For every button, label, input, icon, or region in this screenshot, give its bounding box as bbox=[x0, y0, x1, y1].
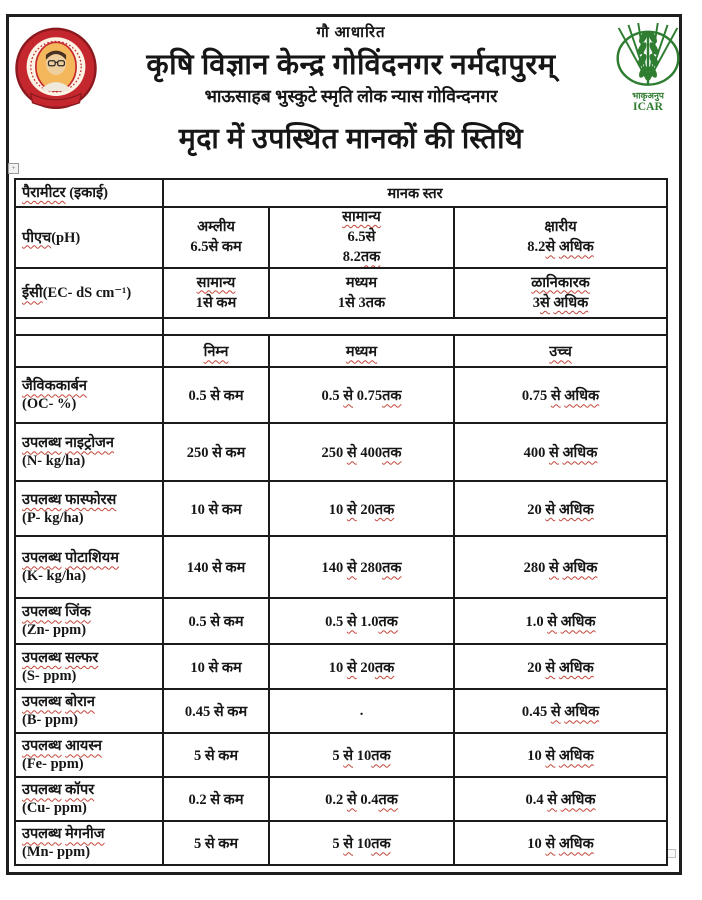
value-medium: 0.5 से 0.75तक bbox=[269, 367, 454, 423]
value-high: 400 से अधिक bbox=[454, 423, 667, 481]
param-name-cell: उपलब्ध पोटाशियम (K- kg/ha) bbox=[15, 536, 163, 598]
param-name-ec: ईसी(EC- dS cm⁻¹) bbox=[15, 268, 163, 318]
separator-cell bbox=[15, 318, 163, 335]
value-low: 10 से कम bbox=[163, 481, 269, 536]
param-name-cell: उपलब्ध फास्फोरस (P- kg/ha) bbox=[15, 481, 163, 536]
table-row bbox=[15, 689, 667, 733]
ec-harmful-cell: ळानिकारक 3से अधिक bbox=[454, 268, 667, 318]
param-name-cell: उपलब्ध मेगनीज (Mn- ppm) bbox=[15, 821, 163, 865]
param-name-cell: उपलब्ध नाइट्रोजन (N- kg/ha) bbox=[15, 423, 163, 481]
value-high: 20 से अधिक bbox=[454, 481, 667, 536]
separator-row bbox=[15, 318, 667, 335]
table-move-handle-icon[interactable]: + bbox=[8, 163, 19, 174]
table-row bbox=[15, 777, 667, 821]
param-header-word: पैरामीटर bbox=[22, 184, 66, 201]
value-high: 1.0 से अधिक bbox=[454, 598, 667, 644]
ph-alkaline-cell: क्षारीय 8.2से अधिक bbox=[454, 207, 667, 268]
value-high: 20 से अधिक bbox=[454, 644, 667, 689]
value-high: 0.4 से अधिक bbox=[454, 777, 667, 821]
top-label: गौ आधारित bbox=[316, 25, 386, 41]
table-row bbox=[15, 367, 667, 423]
table-row bbox=[15, 179, 667, 207]
param-name-cell: जैविककार्बन (OC- %) bbox=[15, 367, 163, 423]
level-high-header: उच्च bbox=[454, 335, 667, 367]
table-row bbox=[15, 268, 667, 318]
table-resize-handle-icon[interactable] bbox=[667, 849, 676, 858]
value-low: 5 से कम bbox=[163, 733, 269, 777]
table-row bbox=[15, 536, 667, 598]
icar-hindi-label: भाकृअनुप bbox=[632, 90, 664, 101]
value-medium: 10 से 20तक bbox=[269, 481, 454, 536]
table-row bbox=[15, 821, 667, 865]
value-medium: 250 से 400तक bbox=[269, 423, 454, 481]
value-high: 10 से अधिक bbox=[454, 821, 667, 865]
value-low: 0.5 से कम bbox=[163, 367, 269, 423]
ec-medium-cell: मध्यम 1से 3तक bbox=[269, 268, 454, 318]
value-medium: 0.5 से 1.0तक bbox=[269, 598, 454, 644]
value-low: 140 से कम bbox=[163, 536, 269, 598]
table-row bbox=[15, 207, 667, 268]
value-medium: 5 से 10तक bbox=[269, 733, 454, 777]
table-row bbox=[15, 598, 667, 644]
org-subtitle: भाऊसाहब भुस्कुटे स्मृति लोक न्यास गोविन्दनगर bbox=[204, 86, 498, 106]
param-name-cell: उपलब्ध आयस्न (Fe- ppm) bbox=[15, 733, 163, 777]
table-row bbox=[15, 733, 667, 777]
value-low: 0.2 से कम bbox=[163, 777, 269, 821]
table-row bbox=[15, 481, 667, 536]
value-medium: 140 से 280तक bbox=[269, 536, 454, 598]
value-medium: 10 से 20तक bbox=[269, 644, 454, 689]
value-high: 10 से अधिक bbox=[454, 733, 667, 777]
ph-acidic-cell: अम्लीय 6.5से कम bbox=[163, 207, 269, 268]
level-low-header: निम्न bbox=[163, 335, 269, 367]
value-medium: 5 से 10तक bbox=[269, 821, 454, 865]
page-title: मृदा में उपस्थित मानकों की स्तिथि bbox=[178, 124, 524, 155]
value-high: 0.45 से अधिक bbox=[454, 689, 667, 733]
param-name-cell: उपलब्ध बोरान (B- ppm) bbox=[15, 689, 163, 733]
ph-normal-cell: सामान्य 6.5से 8.2तक bbox=[269, 207, 454, 268]
value-high: 0.75 से अधिक bbox=[454, 367, 667, 423]
standard-level-header-cell: मानक स्तर bbox=[163, 179, 667, 207]
param-name-ph: पीएच(pH) bbox=[15, 207, 163, 268]
value-medium: . bbox=[269, 689, 454, 733]
param-name-cell: उपलब्ध कॉपर (Cu- ppm) bbox=[15, 777, 163, 821]
separator-cell bbox=[163, 318, 667, 335]
ec-normal-cell: सामान्य 1से कम bbox=[163, 268, 269, 318]
value-medium: 0.2 से 0.4तक bbox=[269, 777, 454, 821]
level-medium-header: मध्यम bbox=[269, 335, 454, 367]
param-name-cell: उपलब्ध सल्फर (S- ppm) bbox=[15, 644, 163, 689]
value-low: 5 से कम bbox=[163, 821, 269, 865]
empty-cell bbox=[15, 335, 163, 367]
table-row bbox=[15, 644, 667, 689]
value-low: 0.45 से कम bbox=[163, 689, 269, 733]
param-header-cell bbox=[15, 179, 163, 207]
value-low: 10 से कम bbox=[163, 644, 269, 689]
param-name-cell: उपलब्ध जिंक (Zn- ppm) bbox=[15, 598, 163, 644]
level-header-row bbox=[15, 335, 667, 367]
org-title: कृषि विज्ञान केन्द्र गोविंदनगर नर्मदापुरम् bbox=[146, 49, 556, 81]
value-low: 250 से कम bbox=[163, 423, 269, 481]
icar-english-label: ICAR bbox=[633, 100, 663, 114]
param-header-unit: (इकाई) bbox=[69, 184, 109, 201]
table-row bbox=[15, 423, 667, 481]
value-high: 280 से अधिक bbox=[454, 536, 667, 598]
soil-standards-table bbox=[14, 178, 668, 866]
value-low: 0.5 से कम bbox=[163, 598, 269, 644]
